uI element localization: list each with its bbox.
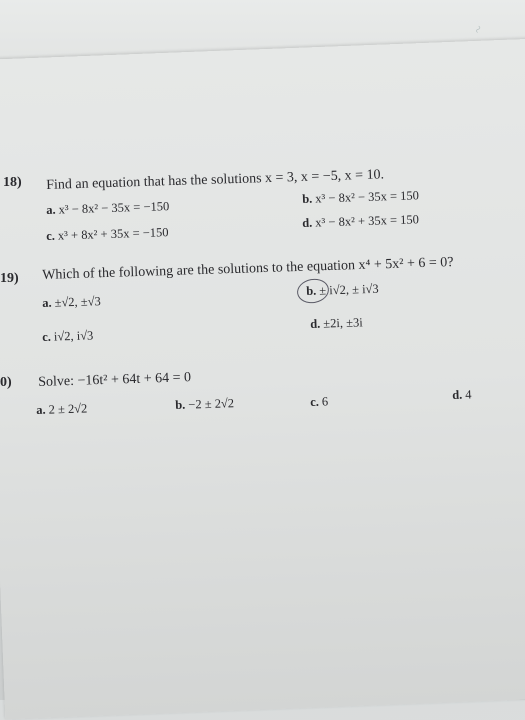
problem-20-option-b: b. −2 ± 2√2 <box>175 396 235 412</box>
problem-18-number: 18) <box>3 175 22 190</box>
problem-19-option-a: a. ±√2, ±√3 <box>42 294 101 310</box>
problem-18-question: Find an equation that has the solutions x = 3, x = −5, x = 10. <box>46 167 385 193</box>
problem-19-number: 19) <box>0 271 19 286</box>
corner-writing: ~ <box>470 22 488 37</box>
problem-20-question: Solve: −16t² + 64t + 64 = 0 <box>38 370 192 390</box>
problem-20-option-c: c. 6 <box>310 394 329 409</box>
problem-18-option-d: d. x³ − 8x² + 35x = 150 <box>302 212 420 230</box>
problem-19-option-d: d. ±2i, ±3i <box>310 315 363 331</box>
problem-18-option-b: b. x³ − 8x² − 35x = 150 <box>302 188 420 206</box>
problem-19-option-c: c. i√2, i√3 <box>42 328 94 344</box>
problem-19-option-b: b. ± i√2, ± i√3 <box>306 281 379 298</box>
problem-20-option-a: a. 2 ± 2√2 <box>36 401 88 417</box>
problem-19-question: Which of the following are the solutions to the equation x⁴ + 5x² + 6 = 0? <box>42 255 454 283</box>
problem-20-number: 0) <box>0 375 12 390</box>
problem-20-option-d: d. 4 <box>452 387 472 402</box>
problem-18-option-a: a. x³ − 8x² − 35x = −150 <box>46 199 170 217</box>
problem-18-option-c: c. x³ + 8x² + 35x = −150 <box>46 225 169 243</box>
